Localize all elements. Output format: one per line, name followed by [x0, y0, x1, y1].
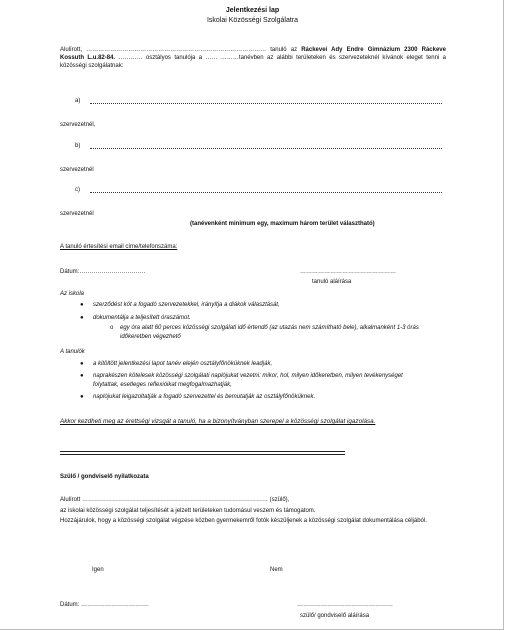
student-bullet-3: [80, 393, 433, 401]
bullet-dot: ●: [80, 302, 84, 308]
intro-paragraph: [60, 46, 446, 70]
students-heading: A tanulók: [60, 349, 85, 355]
sub-bullet-circle: o: [110, 325, 114, 331]
area-c-org-label: szervezetnél: [60, 211, 94, 217]
intro-part1: Alulírott, ……………………………………………………………………………… tanuló az: [60, 47, 302, 53]
school-bullet-1-text: szerződést köt a fogadó szervezetekkel, irányítja a diákok választását,: [93, 302, 280, 308]
area-c-line[interactable]: [90, 192, 442, 193]
consent-no[interactable]: Nem: [270, 567, 283, 573]
consent-yes[interactable]: Igen: [92, 567, 104, 573]
separator-line-2: [60, 454, 345, 455]
form-title: Jelentkezési lap: [225, 7, 280, 14]
bullet-dot: ●: [80, 361, 84, 367]
school-bullet-2: [80, 314, 433, 322]
student-sign-label: tanuló aláírása: [312, 279, 352, 285]
student-bullet-3-text: naplójukat leigazoltatják a fogadó szervezettel és bemutatják az osztályfőnöküknek.: [93, 394, 316, 400]
student-bullet-1: [80, 360, 433, 368]
parent-sign-label: szülő/ gondviselő aláírása: [300, 613, 370, 619]
student-bullet-1-text: a kitöltött jelentkezési lapot tanév elején osztályfőnöküknek leadják,: [93, 361, 273, 367]
school-sub-bullet-text: egy óra alatt 60 perces közösségi szolgálati idő értendő (az utazás nem számítható bele), alkalmanként 1-3 órás időkeretben végezhető: [120, 325, 419, 341]
area-b-line[interactable]: [90, 148, 442, 149]
area-b-org-label: szervezetnél: [60, 167, 94, 173]
school-name: Ráckevei Ady Endre Gimnázium 2300 Ráckeve Kossuth L.u.82-84.: [60, 47, 446, 62]
student-bullet-2: [80, 372, 403, 391]
area-b-letter: b): [75, 143, 81, 149]
student-sign-line: …………………………………………: [300, 269, 396, 275]
area-a-letter: a): [75, 98, 81, 104]
student-bullet-2-text: naprakészen kötelesek közösségi szolgálati naplójukat vezetni: mikor, hol, milyen időkeretben, milyen tevékenységet folytattak, esetleges reflexióikat megfogalmazhatják,: [93, 373, 403, 389]
area-c-letter: c): [75, 187, 80, 193]
student-date: Dátum:……………………………: [60, 269, 146, 275]
closing-note: Akkor kezdheti meg az érettségi vizsgát a tanuló, ha a bizonyítványban szerepel a közösségi szolgálat igazolása.: [60, 418, 376, 425]
areas-note: (tanévenként minimum egy, maximum három terület választható): [190, 221, 375, 227]
school-sub-bullet: [110, 324, 442, 343]
bullet-dot: ●: [80, 394, 84, 400]
area-a-line[interactable]: [90, 103, 442, 104]
bullet-dot: ●: [80, 315, 84, 321]
parent-line-2: az iskolai közösségi szolgálat teljesítését a jelzett területeken tudomásul veszem és támogatom.: [60, 508, 316, 514]
parent-line-1: Alulírott ………………………………………………………………………………… (szülő),: [60, 497, 290, 503]
parent-heading: Szülő / gondviselő nyilatkozata: [60, 474, 149, 480]
school-heading: Az iskola: [60, 291, 85, 297]
separator-line-1: [60, 451, 345, 452]
parent-line-3: Hozzájárulok, hogy a közösségi szolgálat végzése közben gyermekemről fotók készüljenek a közösségi szolgálat dokumentálása céljából.: [60, 518, 427, 524]
intro-part2: ………… osztályos tanulója a …… ………tanévben az alábbi területeken és szervezeteknél kívánok eleget tenni a közösségi szolgálatnak:: [60, 55, 447, 70]
area-a-org-label: szervezetnél,: [60, 122, 96, 128]
parent-date: Dátum: …………………………….: [60, 602, 149, 608]
parent-sign-line: …………………………………………: [297, 602, 393, 608]
form-subtitle: Iskolai Közösségi Szolgálatra: [206, 17, 299, 24]
school-bullet-1: [80, 301, 433, 309]
contact-label: A tanuló értesítési email címe/telefonszáma:: [60, 244, 178, 250]
bullet-dot: ●: [80, 373, 84, 379]
school-bullet-2-text: dokumentálja a teljesített óraszámot.: [93, 315, 191, 321]
